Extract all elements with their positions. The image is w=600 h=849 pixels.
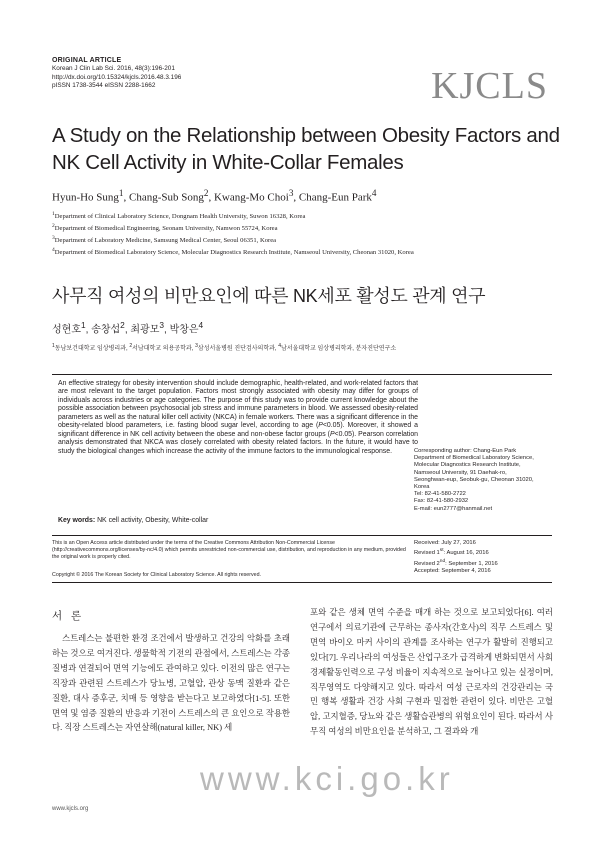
body-column-left: 스트레스는 불편한 환경 조건에서 발생하고 건강의 악화를 초래하는 것으로 여겨진다. 생물학적 기전의 관점에서, 스트레스는 각종 질병과 연결되어 면역 기능에도 관여하고 있다. 이전의 많은 연구는 직장과 관련된 스트레스가 당뇨병, 고혈압, 관상 동맥 질환과 같은 질환, 대사 증후군, 치매 등 영향을 받는다고 보고하였다[1-5]. 또한 면역 및 염증 질환의 반응과 기전이 스트레스의 큰 요인으로 작용한다. 직장 스트레스는 자연살해(natural killer, NK) 세 <box>52 634 290 733</box>
korean-affiliation-list: $^1$동남보건대학교 임상병리과, $^2$서남대학교 의용공학과, $^3$삼성서울병원 진단검사의학과, $^4$남서울대학교 임상병리학과, 분자진단연구소 <box>52 343 397 352</box>
author-name: Hyun-Ho Sung <box>52 191 119 204</box>
author-name: Kwang-Mo Choi <box>213 191 289 204</box>
author-sup: 1 <box>118 188 124 198</box>
corresponding-author: Corresponding author: Chang-Eun Park Department of Biomedical Laboratory Science, Molecular Diagnostics Research Institute, Namseoul University, 91 Daehak-ro, Seonghwan-eup, Seobuk-gu, Cheonan 31020, Korea Tel: 82-41-580-2722 Fax: 82-41-580-2932 E-mail: eun2777@hanmail.net <box>414 448 554 513</box>
keywords-label: Key words: <box>58 517 96 524</box>
author-sup: 4 <box>371 188 377 198</box>
watermark: www.kci.go.kr <box>200 760 454 797</box>
korean-title: 사무직 여성의 비만요인에 따른 NK세포 활성도 관계 연구 <box>52 286 486 306</box>
affiliation-list <box>52 210 414 258</box>
email-link[interactable]: E-mail: eun2777@hanmail.net <box>414 505 493 512</box>
citation: Korean J Clin Lab Sci. 2016, 48(3):196-201 <box>52 65 175 73</box>
doi-link[interactable]: http://dx.doi.org/10.15324/kjcls.2016.48.3.196 <box>52 73 182 81</box>
abstract: An effective strategy for obesity intervention should include demographic, health-related, and work-related factors that are most relevant to the target population. Factors most strongly associated with obesity may differ for groups of individuals across industries or age categories. The purpose of this study was to provide current knowledge about the possible association between psychosocial job stress and immune parameters in blood. We assessed obesity-related parameters as well as the natural killer cell activity (NKCA) in female workers. There was a significant difference in the obesity-related blood parameters, i.e. fasting blood sugar level, according to age (P<0.05). Moreover, it showed a significant difference in NK cell activity between the obese and non-obese factor groups (P<0.05). Pearson correlation analysis demonstrated that NKCA was closely correlated with obesity related factors. In the future, it would have to study the biological changes which increase the activity of the immune factors to the immunological response. <box>58 380 418 455</box>
author-sup: 2 <box>203 188 209 198</box>
article-meta <box>52 57 181 91</box>
author-name: Chang-Eun Park <box>298 191 372 204</box>
author-sup: 3 <box>288 188 294 198</box>
article-type-label: ORIGINAL ARTICLE <box>52 57 122 64</box>
keywords-text: NK cell activity, Obesity, White-collar <box>97 517 209 524</box>
copyright-text: Copyright © 2016 The Korean Society for Clinical Laboratory Science. All rights reserved. <box>52 572 262 578</box>
article-dates: Received: July 27, 2016 Revised 1st: August 16, 2016 Revised 2nd: September 1, 2016 Accepted: September 4, 2016 <box>414 540 498 575</box>
journal-logo: KJCLS <box>431 65 548 107</box>
issn: pISSN 1738-3544 eISSN 2288-1662 <box>52 82 156 90</box>
section-heading: 서 론 <box>52 610 85 622</box>
keywords <box>58 517 208 524</box>
divider <box>52 535 552 536</box>
korean-author-list: 성현호$^1$, 송창섭$^2$, 최광모$^3$, 박창은$^4$ <box>52 320 204 336</box>
affiliation-item: $^1$Department of Clinical Laboratory Science, Dongnam Health University, Suwon 16328, Korea <box>52 211 306 221</box>
article-title: A Study on the Relationship between Obesity Factors and NK Cell Activity in White-Collar Females <box>52 124 560 174</box>
affiliation-item: $^3$Department of Laboratory Medicine, Samsung Medical Center, Seoul 06351, Korea <box>52 234 277 245</box>
license-text: This is an Open Access article distributed under the terms of the Creative Commons Attribution Non-Commercial License (http://creativecommons.org/licenses/by-nc/4.0) which permits unrestricted non-commercial use, distribution, and reproduction in any medium, provided the original work is properly cited. <box>52 540 406 560</box>
affiliation-item: $^2$Department of Biomedical Engineering, Seonam University, Namwon 55724, Korea <box>52 222 278 233</box>
body-column-right: 포와 같은 생체 면역 수준을 매개 하는 것으로 보고되었다[6]. 여러 연구에서 의료기관에 근무하는 종사자(간호사)의 직무 스트레스 및 면역 바이오 마커 사이의 관계를 조사하는 연구가 활발히 진행되고 있다[7]. 우리나라의 여성들은 산업구조가 급격하게 변화되면서 사회경제활동인력으로 구성 비율이 지속적으로 늘어나고 있는 실정이며, 직무영역도 다양해지고 있다. 따라서 여성 근로자의 건강관리는 국민 행복 생활과 건강 사회 구현과 밀접한 관련이 있다. 비만은 고혈압, 고지혈증, 당뇨와 같은 생활습관병의 위험요인이 된다. 따라서 사무직 여성의 비만요인을 분석하고, 그 결과와 개 <box>310 608 553 737</box>
affiliation-item: $^4$Department of Biomedical Laboratory Science, Molecular Diagnostics Research Institute, Namseoul University, Cheonan 31020, Korea <box>52 246 414 257</box>
footer-url[interactable]: www.kjcls.org <box>52 806 89 812</box>
author-list: Hyun-Ho Sung$^1$, Chang-Sub Song$^2$, Kwang-Mo Choi$^3$, Chang-Eun Park$^4$ <box>52 188 377 204</box>
divider <box>52 582 552 583</box>
author-name: Chang-Sub Song <box>129 191 204 204</box>
